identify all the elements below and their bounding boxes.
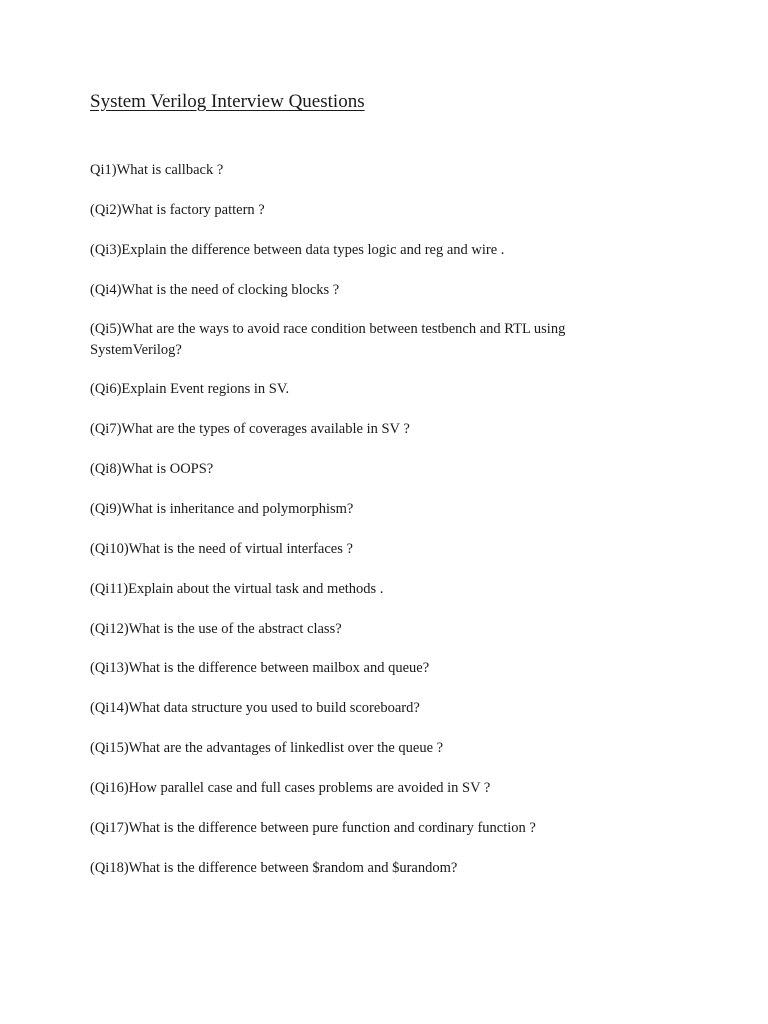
question-item: (Qi12)What is the use of the abstract class? [90, 621, 342, 637]
question-item: (Qi13)What is the difference between mailbox and queue? [90, 660, 430, 676]
document-title: System Verilog Interview Questions [90, 91, 365, 112]
question-item: (Qi11)Explain about the virtual task and methods . [90, 581, 384, 597]
question-item: (Qi10)What is the need of virtual interfaces ? [90, 541, 353, 557]
question-item: (Qi15)What are the advantages of linkedlist over the queue ? [90, 740, 444, 756]
question-item: (Qi14)What data structure you used to build scoreboard? [90, 700, 420, 716]
question-item: (Qi2)What is factory pattern ? [90, 202, 265, 218]
question-item: (Qi3)Explain the difference between data types logic and reg and wire . [90, 242, 505, 258]
question-item: (Qi16)How parallel case and full cases problems are avoided in SV ? [90, 780, 491, 796]
question-item: (Qi5)What are the ways to avoid race condition between testbench and RTL using SystemVerilog? [90, 321, 566, 358]
question-item: (Qi18)What is the difference between $random and $urandom? [90, 860, 458, 876]
question-item: (Qi9)What is inheritance and polymorphism? [90, 501, 354, 517]
question-item: (Qi4)What is the need of clocking blocks ? [90, 282, 340, 298]
question-item: (Qi6)Explain Event regions in SV. [90, 381, 290, 397]
question-item: Qi1)What is callback ? [90, 162, 224, 178]
question-item: (Qi8)What is OOPS? [90, 461, 214, 477]
question-item: (Qi17)What is the difference between pure function and cordinary function ? [90, 820, 536, 836]
question-item: (Qi7)What are the types of coverages available in SV ? [90, 421, 410, 437]
